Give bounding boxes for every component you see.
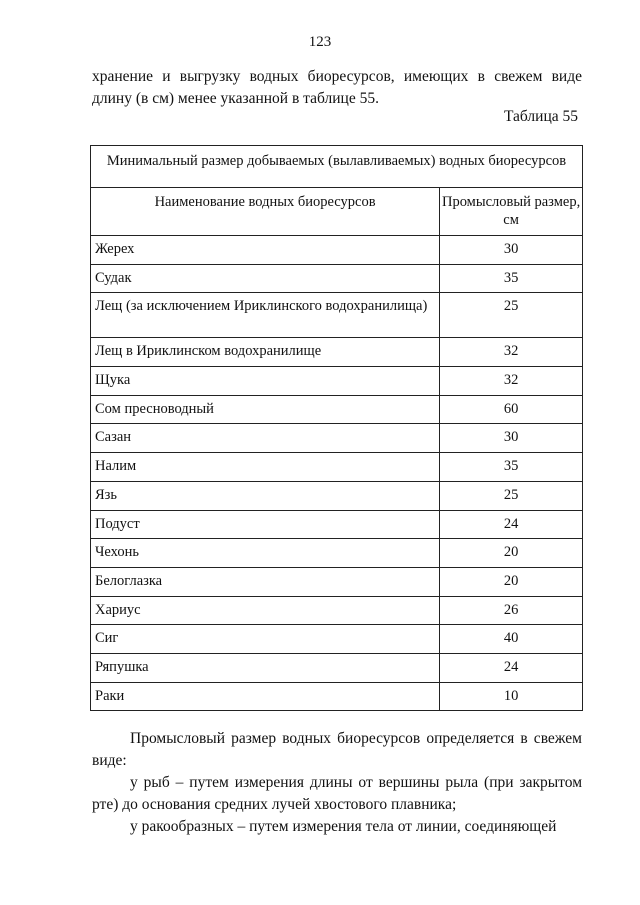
row-min-size: 24: [440, 510, 583, 539]
row-species-name: Сом пресноводный: [91, 395, 440, 424]
row-min-size: 25: [440, 293, 583, 338]
table-row: [91, 453, 583, 482]
row-min-size: 20: [440, 539, 583, 568]
row-species-name: Подуст: [91, 510, 440, 539]
row-min-size: 32: [440, 338, 583, 367]
bottom-paragraph: у ракообразных – путем измерения тела от линии, соединяющей: [130, 818, 557, 835]
table-title: Минимальный размер добываемых (вылавливаемых) водных биоресурсов: [91, 146, 583, 188]
bottom-paragraph: у рыб – путем измерения длины от вершины рыла (при закрытом рте) до основания средних лучей хвостового плавника;: [92, 774, 582, 813]
row-species-name: Чехонь: [91, 539, 440, 568]
row-min-size: 35: [440, 264, 583, 293]
row-species-name: Белоглазка: [91, 567, 440, 596]
row-min-size: 20: [440, 567, 583, 596]
row-min-size: 25: [440, 481, 583, 510]
page-number: 123: [308, 34, 332, 50]
table-row: [91, 395, 583, 424]
row-min-size: 30: [440, 424, 583, 453]
row-min-size: 40: [440, 625, 583, 654]
table-row: [91, 653, 583, 682]
row-species-name: Лещ (за исключением Ириклинского водохранилища): [91, 293, 440, 338]
table-row: [91, 293, 583, 338]
row-species-name: Судак: [91, 264, 440, 293]
row-species-name: Сиг: [91, 625, 440, 654]
table-row: [91, 367, 583, 396]
table-row: [91, 481, 583, 510]
row-min-size: 10: [440, 682, 583, 711]
table-row: [91, 539, 583, 568]
row-species-name: Налим: [91, 453, 440, 482]
row-species-name: Щука: [91, 367, 440, 396]
row-min-size: 60: [440, 395, 583, 424]
table-row: [91, 625, 583, 654]
bottom-text: [92, 728, 582, 838]
row-species-name: Лещ в Ириклинском водохранилище: [91, 338, 440, 367]
table-row: [91, 424, 583, 453]
row-species-name: Язь: [91, 481, 440, 510]
row-min-size: 32: [440, 367, 583, 396]
row-min-size: 35: [440, 453, 583, 482]
fish-size-table: [90, 145, 583, 711]
row-species-name: Ряпушка: [91, 653, 440, 682]
table-row: [91, 338, 583, 367]
column-header-name: Наименование водных биоресурсов: [91, 188, 440, 236]
table-row: [91, 264, 583, 293]
row-species-name: Сазан: [91, 424, 440, 453]
table-row: [91, 567, 583, 596]
row-species-name: Жерех: [91, 236, 440, 265]
table-caption: Таблица 55: [503, 108, 578, 125]
row-species-name: Раки: [91, 682, 440, 711]
table-body: [91, 236, 583, 711]
row-min-size: 26: [440, 596, 583, 625]
row-min-size: 24: [440, 653, 583, 682]
table-row: [91, 682, 583, 711]
row-min-size: 30: [440, 236, 583, 265]
table-row: [91, 510, 583, 539]
column-header-size: Промысловый размер, см: [440, 188, 583, 236]
intro-paragraph: хранение и выгрузку водных биоресурсов, имеющих в свежем виде длину (в см) менее указанной в таблице 55.: [92, 68, 582, 107]
bottom-paragraph: Промысловый размер водных биоресурсов определяется в свежем виде:: [92, 730, 582, 769]
row-species-name: Хариус: [91, 596, 440, 625]
table-row: [91, 596, 583, 625]
table-row: [91, 236, 583, 265]
